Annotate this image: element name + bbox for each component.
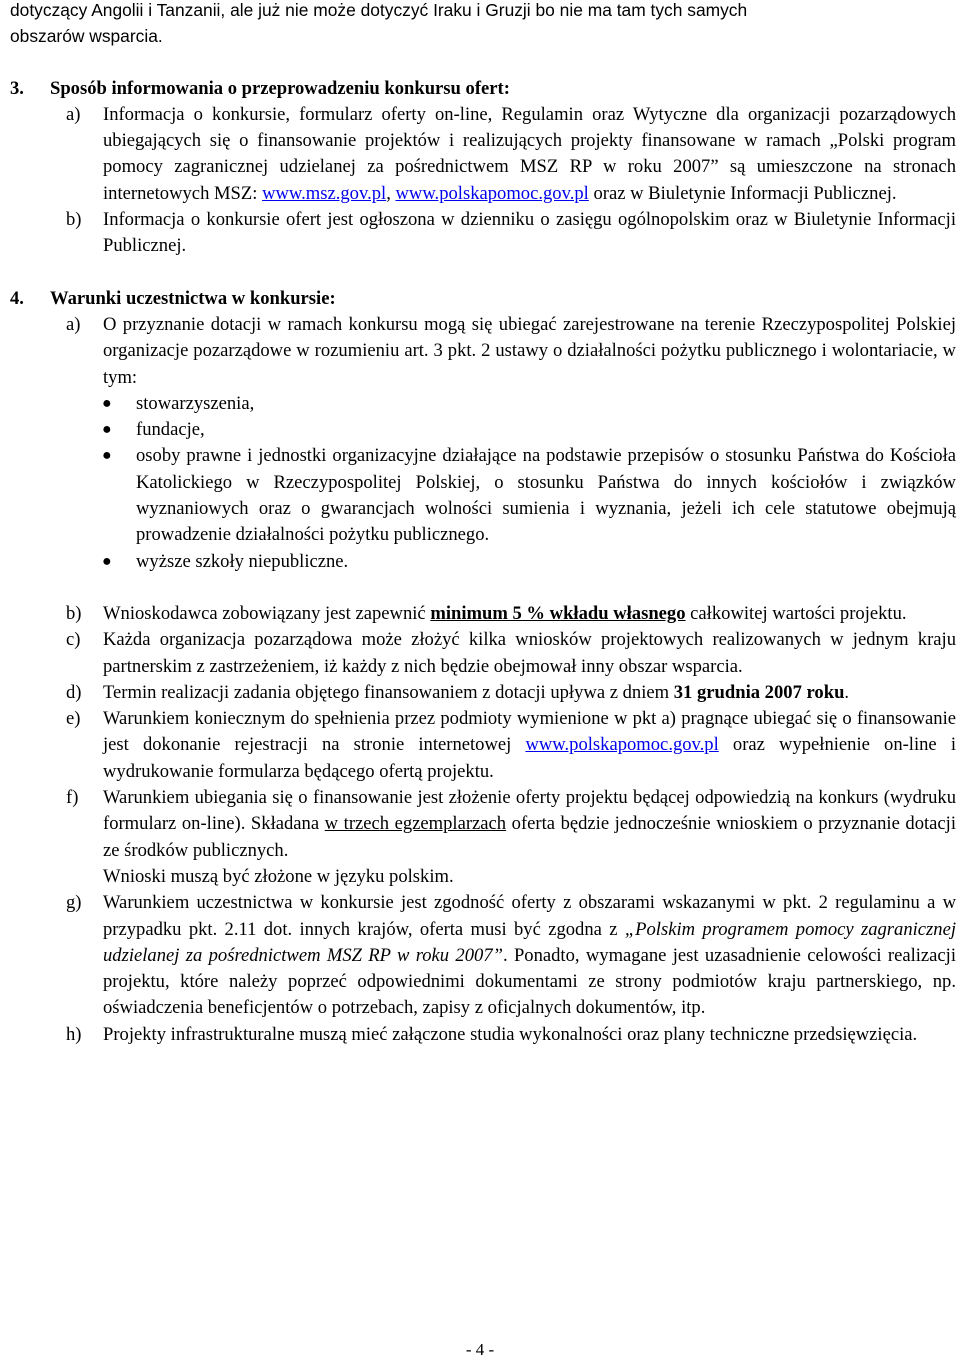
section-4-heading <box>10 286 956 312</box>
section-4-item-f <box>10 785 956 890</box>
item-text: Każda organizacja pozarządowa może złożyć kilka wniosków projektowych realizowanych w jednym kraju partnerskim z zastrzeżeniem, iż każdy z nich będzie obejmował inny obszar wsparcia. <box>103 629 956 677</box>
section-4-item-d <box>10 680 956 706</box>
section-4-item-g <box>10 890 956 1021</box>
link-separator: , <box>386 182 396 204</box>
list-item-text: stowarzyszenia, <box>136 392 255 414</box>
item-marker: c) <box>66 629 81 651</box>
item-text-tail: oferta będzie jednocześnie wnioskiem o przyznanie dotacji ze środków publicznych. <box>103 813 956 861</box>
item-text: Projekty infrastrukturalne muszą mieć załączone studia wykonalności oraz plany techniczne przedsięwzięcia. <box>103 1023 918 1045</box>
item-marker: b) <box>66 209 82 231</box>
list-item <box>10 549 956 575</box>
section-4-item-h <box>10 1022 956 1048</box>
polskapomoc-link[interactable]: www.polskapomoc.gov.pl <box>395 182 589 204</box>
section-3-item-b <box>10 207 956 260</box>
item-text: Informacja o konkursie, formularz oferty on-line, Regulamin oraz Wytyczne dla organizacji pozarządowych ubiegających się o finansowanie projektów i realizujących projekty finansowane w ramach „Polski program pomocy zagranicznej udzielanej za pośrednictwem MSZ RP w roku 2007” są umieszczone na stronach internetowych MSZ: <box>103 103 956 204</box>
list-item <box>10 443 956 548</box>
bullet-icon: ● <box>102 421 112 439</box>
item-marker: e) <box>66 708 81 730</box>
list-item-text: osoby prawne i jednostki organizacyjne działające na podstawie przepisów o stosunku Państwa do Kościoła Katolickiego w Rzeczypospolitej Polskiej, o stosunku Państwa do innych kościołów i związków wyznaniowych oraz o gwarancjach wolności sumienia i wyznania, jeżeli ich cele statutowe obejmują prowadzenie działalności pożytku publicznego. <box>136 445 956 546</box>
section-4-item-e <box>10 706 956 785</box>
intro-line-1: dotyczący Angolii i Tanzanii, ale już nie może dotyczyć Iraku i Gruzji bo nie ma tam tych samych <box>10 0 748 20</box>
list-item-text: wyższe szkoły niepubliczne. <box>136 550 349 572</box>
program-title-italic: „Polskim programem pomocy zagranicznej udzielanej za pośrednictwem MSZ RP w roku 2007” <box>103 918 956 966</box>
item-marker: d) <box>66 681 82 703</box>
three-copies-emphasis: w trzech egzemplarzach <box>324 813 507 835</box>
section-3-title: Sposób informowania o przeprowadzeniu konkursu ofert: <box>50 77 510 99</box>
item-text-tail: całkowitej wartości projektu. <box>685 602 907 624</box>
bullet-icon: ● <box>102 394 112 412</box>
item-text: Warunkiem uczestnictwa w konkursie jest zgodność oferty z obszarami wskazanymi w pkt. 2 regulaminu a w przypadku pkt. 2.11 dot. innych krajów, oferta musi być zgodna z <box>103 892 956 940</box>
intro-paragraph <box>10 0 956 50</box>
item-text: Warunkiem koniecznym do spełnienia przez podmioty wymienione w pkt a) pragnące ubiegać się o finansowanie jest dokonanie rejestracji na stronie internetowej <box>103 708 956 756</box>
item-marker: b) <box>66 602 82 624</box>
item-text-tail: oraz w Biuletynie Informacji Publicznej. <box>588 182 897 204</box>
section-4-item-b <box>10 601 956 627</box>
document-page <box>10 0 956 1048</box>
eligible-organizations-list <box>10 391 956 575</box>
section-4-item-a <box>10 312 956 391</box>
msz-link[interactable]: www.msz.gov.pl <box>262 182 387 204</box>
list-item <box>10 391 956 417</box>
section-4-item-c <box>10 627 956 680</box>
item-text: Informacja o konkursie ofert jest ogłoszona w dzienniku o zasięgu ogólnopolskim oraz w Biuletynie Informacji Publicznej. <box>103 209 956 257</box>
item-text: Termin realizacji zadania objętego finansowaniem z dotacji upływa z dniem <box>103 681 674 703</box>
item-marker: a) <box>66 313 81 335</box>
list-item <box>10 417 956 443</box>
item-text: O przyznanie dotacji w ramach konkursu mogą się ubiegać zarejestrowane na terenie Rzeczypospolitej Polskiej organizacje pozarządowe w rozumieniu art. 3 pkt. 2 ustawy o działalności pożytku publicznego i wolontariacie, w tym: <box>103 313 956 388</box>
polskapomoc-link[interactable]: www.polskapomoc.gov.pl <box>525 734 719 756</box>
item-marker: h) <box>66 1023 82 1045</box>
section-3-item-a <box>10 102 956 207</box>
section-3-number: 3. <box>10 77 24 99</box>
intro-line-2: obszarów wsparcia. <box>10 26 163 47</box>
list-item-text: fundacje, <box>136 419 205 441</box>
item-text-line-2: Wnioski muszą być złożone w języku polskim. <box>103 865 454 887</box>
bullet-icon: ● <box>102 447 112 465</box>
deadline-emphasis: 31 grudnia 2007 roku <box>673 681 845 703</box>
section-4-number: 4. <box>10 287 24 309</box>
item-text-tail: . Ponadto, wymagane jest uzasadnienie celowości realizacji projektu, które należy poprzeć odpowiednimi dokumentami ze strony podmiotów kraju partnerskiego, np. oświadczenia beneficjentów o potrzebach, zapisy z oficjalnych dokumentów, itp. <box>103 944 957 1019</box>
section-4-title: Warunki uczestnictwa w konkursie: <box>50 287 336 309</box>
item-text-tail: . <box>844 681 850 703</box>
page-number: - 4 - <box>465 1340 495 1359</box>
bullet-icon: ● <box>102 552 112 570</box>
item-marker: g) <box>66 892 82 914</box>
item-text-tail: oraz wypełnienie on-line i wydrukowanie formularza będącego ofertą projektu. <box>103 734 956 782</box>
item-marker: f) <box>66 787 79 809</box>
section-3-heading <box>10 76 956 102</box>
item-text: Warunkiem ubiegania się o finansowanie jest złożenie oferty projektu będącej odpowiedzią na konkurs (wydruku formularz on-line). Składana <box>103 787 956 835</box>
item-marker: a) <box>66 103 81 125</box>
own-contribution-emphasis: minimum 5 % wkładu własnego <box>430 602 686 624</box>
item-text: Wnioskodawca zobowiązany jest zapewnić <box>103 602 431 624</box>
